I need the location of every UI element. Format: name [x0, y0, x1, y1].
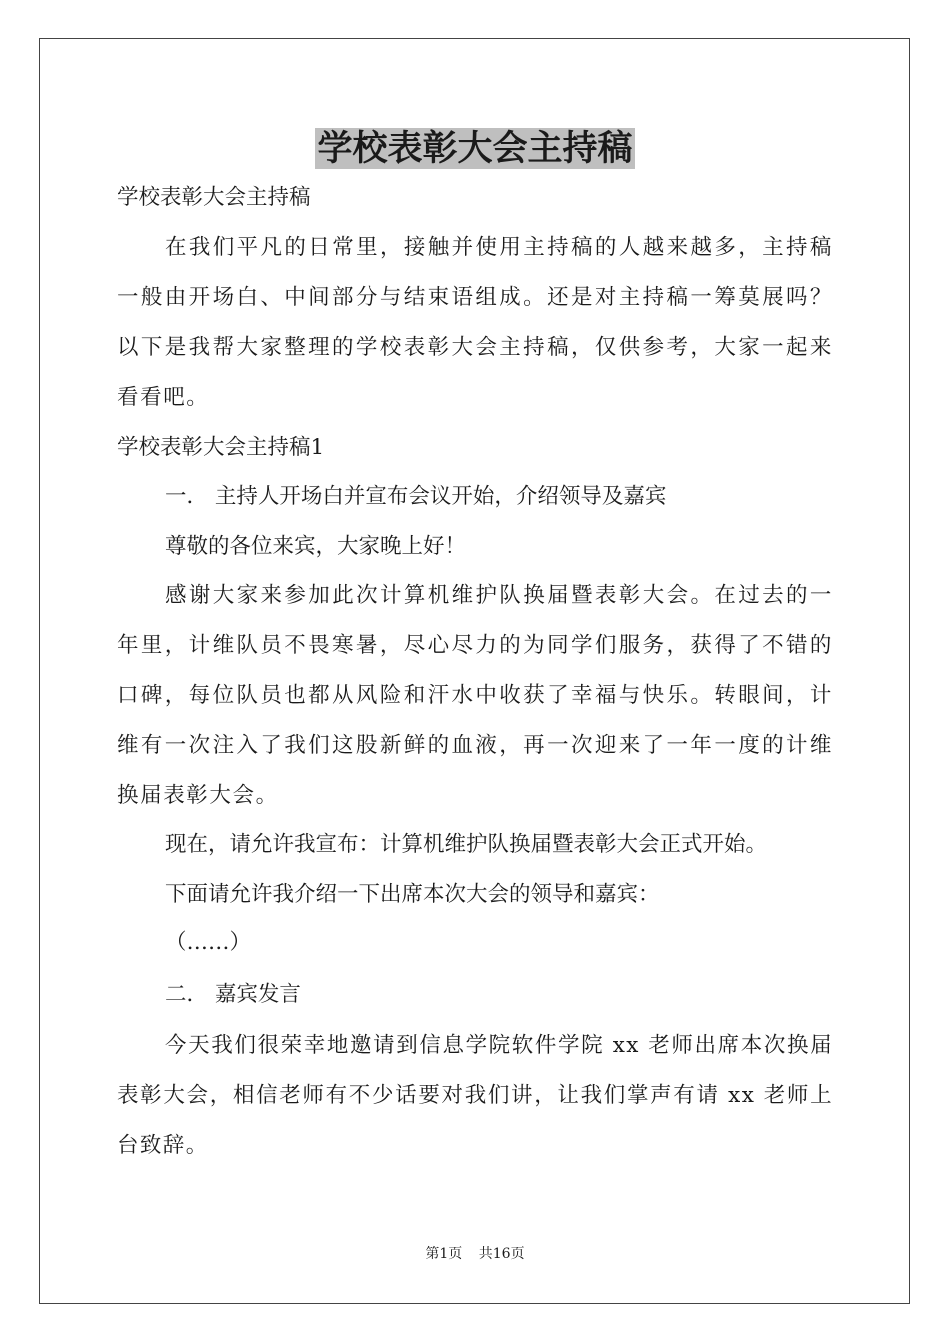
- intro-paragraph: 在我们平凡的日常里，接触并使用主持稿的人越来越多，主持稿一般由开场白、中间部分与结束语组成。还是对主持稿一筹莫展吗？以下是我帮大家整理的学校表彰大会主持稿，仅供参考，大家一起来看看吧。: [117, 235, 833, 410]
- list-item-2: 二． 嘉宾发言: [165, 982, 301, 1007]
- page-number: 第1页: [425, 1246, 463, 1262]
- page-footer: [0, 1244, 950, 1264]
- greeting-line: 尊敬的各位来宾，大家晚上好！: [165, 534, 467, 559]
- document-title: [0, 124, 950, 174]
- introduce-line: 下面请允许我介绍一下出席本次大会的领导和嘉宾：: [165, 882, 660, 907]
- thanks-paragraph: 感谢大家来参加此次计算机维护队换届暨表彰大会。在过去的一年里，计维队员不畏寒暑，尽心尽力的为同学们服务，获得了不错的口碑，每位队员也都从风险和汗水中收获了幸福与快乐。转眼间，计维有一次注入了我们这股新鲜的血液，再一次迎来了一年一度的计维换届表彰大会。: [117, 583, 833, 808]
- announce-line: 现在，请允许我宣布：计算机维护队换届暨表彰大会正式开始。: [165, 832, 768, 857]
- title-text: 学校表彰大会主持稿: [317, 128, 633, 169]
- section-heading: 学校表彰大会主持稿1: [117, 435, 325, 460]
- guest-paragraph: 今天我们很荣幸地邀请到信息学院软件学院 xx 老师出席本次换届表彰大会，相信老师有不少话要对我们讲，让我们掌声有请 xx 老师上台致辞。: [117, 1033, 833, 1158]
- list-item-1: 一． 主持人开场白并宣布会议开始，介绍领导及嘉宾: [165, 484, 667, 509]
- ellipsis-line: （……）: [165, 930, 252, 955]
- subtitle: 学校表彰大会主持稿: [117, 185, 311, 210]
- page-total: 共16页: [478, 1246, 525, 1262]
